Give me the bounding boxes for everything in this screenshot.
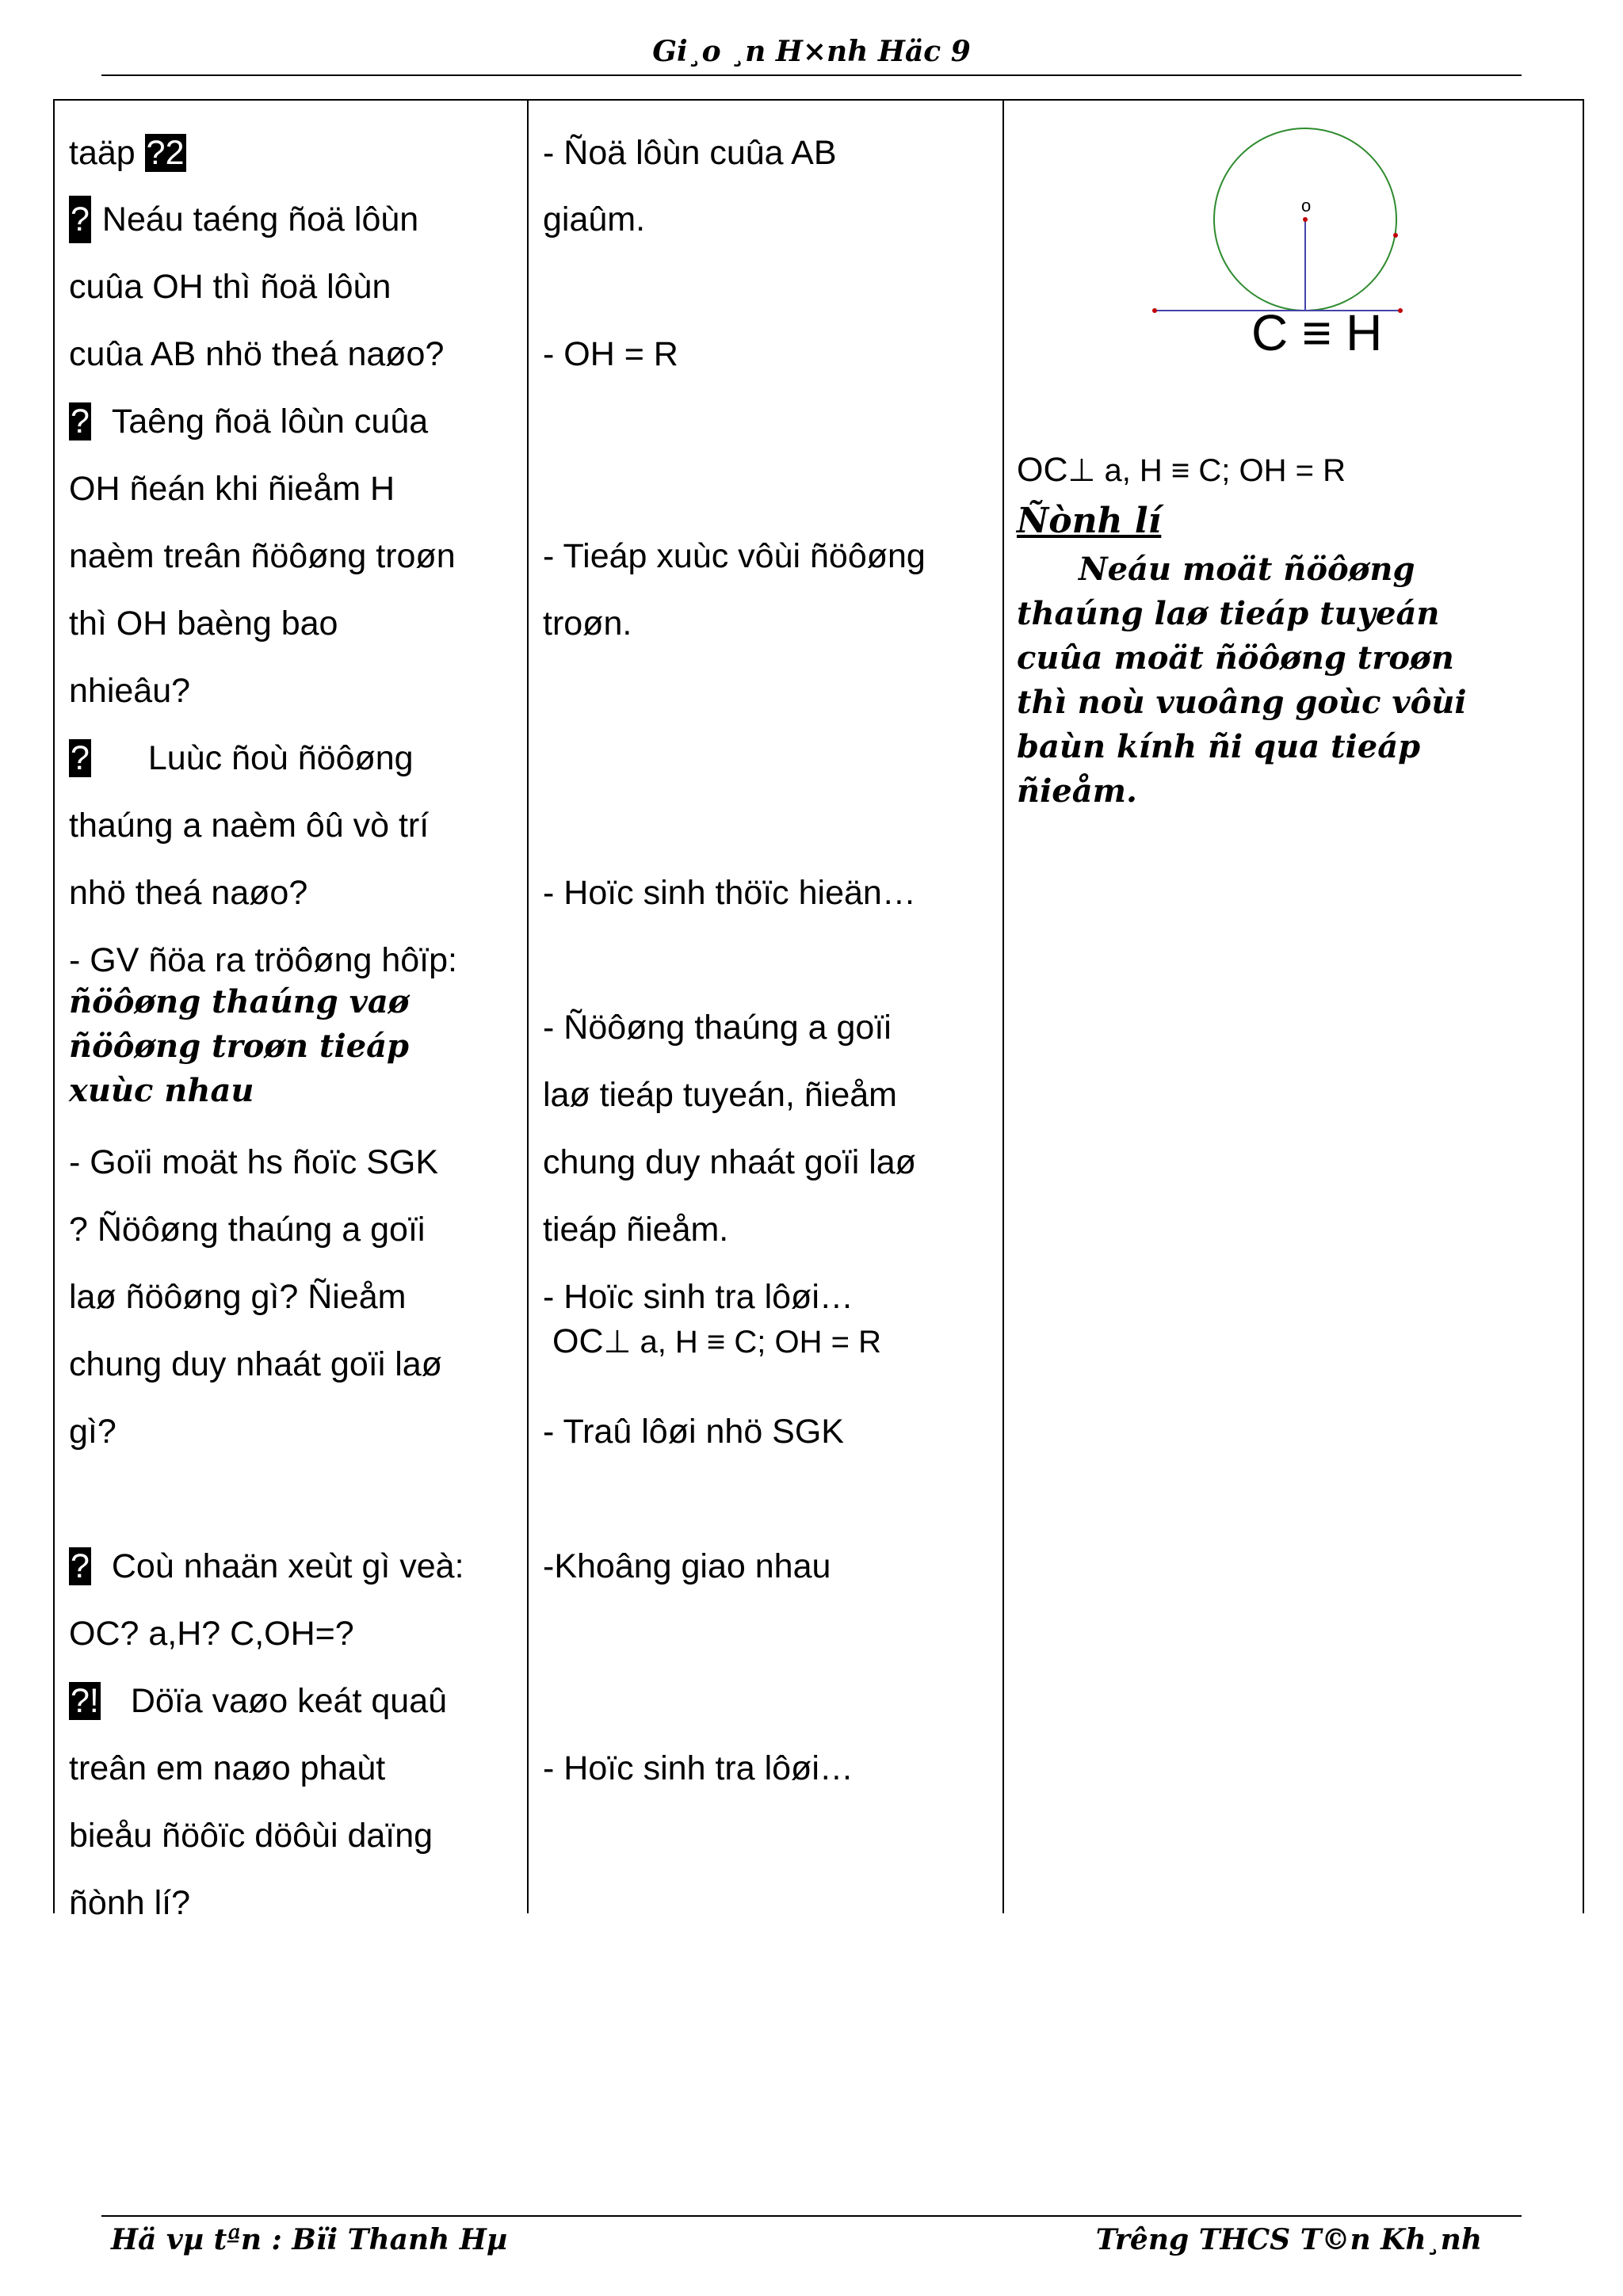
center-label: o <box>1301 196 1312 215</box>
text-line: ? Ñöôøng thaúng a goïi <box>69 1211 426 1249</box>
text-line: nhö theá naøo? <box>69 874 308 912</box>
text-line: bieåu ñöôïc döôùi daïng <box>69 1817 433 1855</box>
text-line: thì OH baèng bao <box>69 605 338 643</box>
text-line: ? Coù nhaän xeùt gì veà: <box>71 1547 464 1585</box>
text-line: - Hoïc sinh thöïc hieän… <box>543 874 916 912</box>
text-line: tieáp ñieåm. <box>543 1211 729 1249</box>
text-line: naèm treân ñöôøng troøn <box>69 537 456 575</box>
text-line: - GV ñöa ra tröôøng hôïp: <box>69 941 457 979</box>
text-line: ñònh lí? <box>69 1884 191 1922</box>
theorem-line: baùn kính ñi qua tieáp <box>1017 728 1421 765</box>
text-line: chung duy nhaát goïi laø <box>69 1345 442 1383</box>
line-endpoint <box>1398 308 1403 313</box>
question-mark-badge: ? <box>71 402 90 441</box>
text-line: ? Luùc ñoù ñöôøng <box>71 739 414 777</box>
tangent-figure <box>1147 116 1408 386</box>
text-line: laø tieáp tuyeán, ñieåm <box>543 1076 897 1114</box>
author-name: Hä vµ tªn : Bïi Thanh Hµ <box>111 2223 508 2256</box>
page-header <box>101 29 1522 76</box>
text-line: giaûm. <box>543 200 646 238</box>
text-line: nhieâu? <box>69 672 191 710</box>
text-line: - Traû lôøi nhö SGK <box>543 1413 844 1451</box>
point-label: C ≡ H <box>1251 304 1383 361</box>
text-line: ? Taêng ñoä lôùn cuûa <box>71 402 429 441</box>
case-label: ñöôøng thaúng vaø <box>69 983 410 1020</box>
text-line: troøn. <box>543 605 632 643</box>
text-line: ?! Döïa vaøo keát quaû <box>71 1682 448 1720</box>
text-line: -Khoâng giao nhau <box>543 1547 831 1585</box>
circle-point <box>1393 233 1398 238</box>
line-endpoint <box>1152 308 1157 313</box>
text-line <box>69 196 514 243</box>
text-line: cuûa AB nhö theá naøo? <box>69 335 445 373</box>
text-content: Neáu taéng ñoä lôùn <box>101 200 419 238</box>
header-title: Gi¸o ¸n H×nh Häc 9 <box>652 35 971 68</box>
page-footer <box>101 2215 1522 2272</box>
theorem-line: thaúng laø tieáp tuyeán <box>1017 595 1440 632</box>
text-line: treân em naøo phaùt <box>69 1749 386 1787</box>
content-column <box>1002 101 1584 1913</box>
text-line: - Tieáp xuùc vôùi ñöôøng <box>543 537 926 575</box>
question-mark-badge: ? <box>71 1547 90 1585</box>
text-line: - Goïi moät hs ñoïc SGK <box>69 1143 439 1181</box>
text-line: - Ñöôøng thaúng a goïi <box>543 1009 892 1047</box>
lesson-table <box>53 99 1584 1922</box>
theorem-line: Neáu moät ñöôøng <box>1079 551 1415 588</box>
text-line: OC? a,H? C,OH=? <box>69 1615 354 1653</box>
teacher-activity-column <box>53 101 527 1922</box>
text-line: taäp ?2 <box>69 134 185 172</box>
question-mark-badge: ?! <box>71 1682 99 1720</box>
text-line: - Hoïc sinh tra lôøi… <box>543 1278 854 1316</box>
text-line: gì? <box>69 1413 116 1451</box>
theorem-line: thì noù vuoâng goùc vôùi <box>1017 684 1467 721</box>
theorem-heading: Ñònh lí <box>1017 501 1162 541</box>
formula: OC⊥ a, H ≡ C; OH = R <box>1017 451 1346 489</box>
text-line: - Ñoä lôùn cuûa AB <box>543 134 837 172</box>
text-line: laø ñöôøng gì? Ñieåm <box>69 1278 407 1316</box>
student-activity-column <box>527 101 1002 1913</box>
text-line: cuûa OH thì ñoä lôùn <box>69 268 391 306</box>
formula: OC⊥ a, H ≡ C; OH = R <box>552 1322 881 1360</box>
text-line: thaúng a naèm ôû vò trí <box>69 807 430 845</box>
center-point <box>1303 217 1308 222</box>
question-mark-badge: ? <box>71 739 90 777</box>
case-label: xuùc nhau <box>69 1072 254 1109</box>
text-line: - Hoïc sinh tra lôøi… <box>543 1749 854 1787</box>
question-mark-badge: ?2 <box>146 134 185 172</box>
text-line: OH ñeán khi ñieåm H <box>69 470 395 508</box>
text-line: - OH = R <box>543 335 678 373</box>
case-label: ñöôøng troøn tieáp <box>69 1028 410 1065</box>
theorem-line: cuûa moät ñöôøng troøn <box>1017 639 1454 677</box>
theorem-line: ñieåm. <box>1017 772 1137 810</box>
question-mark-badge: ? <box>69 196 91 243</box>
text-line: chung duy nhaát goïi laø <box>543 1143 916 1181</box>
school-name: Trêng THCS T©n Kh¸nh <box>1095 2223 1482 2256</box>
